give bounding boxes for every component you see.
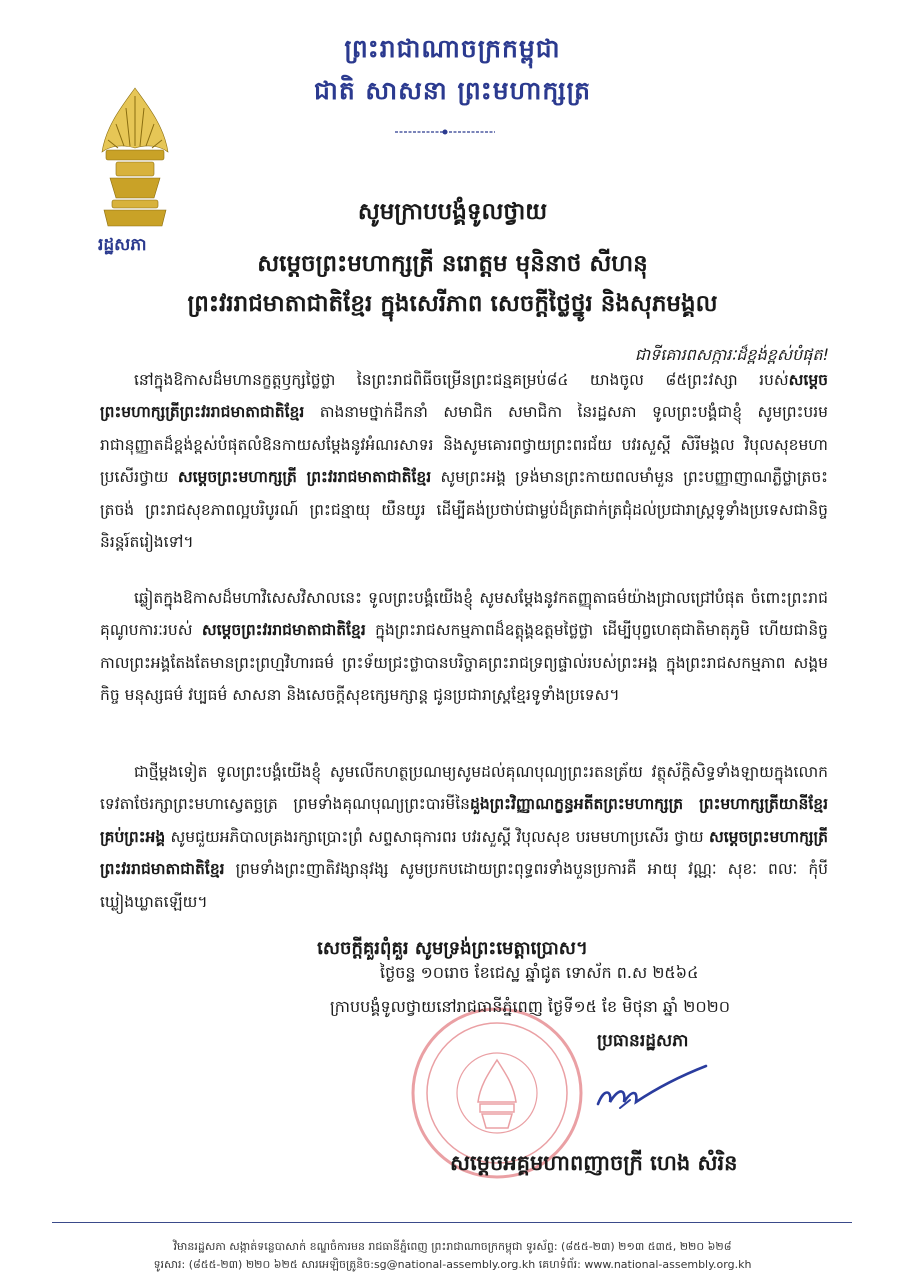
signer-title: ប្រធានរដ្ឋសភា — [597, 1031, 689, 1051]
signer-name: សម្តេចអគ្គមហាពញាចក្រី ហេង សំរិន — [450, 1151, 738, 1175]
kingdom-heading: ព្រះរាជាណាចក្រកម្ពុជា — [344, 34, 561, 63]
paragraph-text: នៅក្នុងឱកាសដ៏មហានក្ខត្តឫក្សថ្លៃថ្លា នៃព្រះរាជពិធីចម្រើនព្រះជន្មគម្រប់៨៤ យាងចូល ៨៥ព្រះវស្សា របស់ — [134, 371, 789, 389]
bold-name: សម្តេចព្រះវររាជមាតាជាតិខ្មែរ — [201, 621, 366, 640]
solar-date: ក្រាបបង្គំទូលថ្វាយនៅរាជធានីភ្នំពេញ ថ្ងៃទី១៥ ខែ មិថុនា ឆ្នាំ ២០២០ — [330, 997, 731, 1016]
paragraph-text: ព្រមទាំងព្រះញាតិវង្សានុវង្ស សូមប្រកបដោយព្រះពុទ្ធពរទាំងបួនប្រការគឺ អាយុ វណ្ណៈ សុខៈ ពលៈ កុំបីឃ្លៀងឃ្លាតឡើយ។ — [100, 860, 828, 911]
divider-ornament — [395, 126, 495, 138]
addressee-line-2: ព្រះវររាជមាតាជាតិខ្មែរ ក្នុងសេរីភាព សេចក្តីថ្លៃថ្នូរ និងសុភមង្គល — [187, 291, 718, 317]
paragraph-text: ជាថ្មីម្តងទៀត ទូលព្រះបង្គំយើងខ្ញុំ សូមលើកហត្ថប្រណម្យសូមដល់គុណបុណ្យព្រះរតនត្រ័យ វត្ថុស័ក្តិសិទ្ធទាំងឡាយក្នុងលោក ទេវតាថែរក្សាព្រះមហាស្វេតច្ឆត្រ ព្រមទាំងគុណបុណ្យព្រះបារមីនៃ — [100, 763, 828, 814]
addressee-line-1: សម្តេចព្រះមហាក្សត្រី នរោត្តម មុនិនាថ សីហនុ — [257, 251, 648, 277]
salutation: សូមក្រាបបង្គំទូលថ្វាយ — [357, 199, 548, 225]
letter-paragraph-1 — [100, 364, 828, 558]
bold-name: សម្តេចព្រះមហាក្សត្រី ព្រះវររាជមាតាជាតិខ្មែរ — [100, 827, 828, 879]
handwritten-signature-icon — [590, 1060, 710, 1118]
footer-contact: ទូរសារ: (៨៥៥-២៣) ២២០ ៦២៥ សារអេឡិចត្រូនិច:sg@national-assembly.org.kh គេហទំព័រ: www.national-assembly.org.kh — [153, 1258, 752, 1271]
paragraph-text: សូមជួយអភិបាលគ្រងរក្សាប្រោះព្រំ សព្ទសាធុការពរ បវរសួស្តី វិបុលសុខ បរមមហាប្រសើរ ថ្វាយ — [165, 827, 709, 846]
paragraph-text: ឆ្លៀតក្នុងឱកាសដ៏មហាវិសេសវិសាលនេះ ទូលព្រះបង្គំយើងខ្ញុំ សូមសម្តែងនូវកតញ្ញុតាធម៌យ៉ាងជ្រាលជ្រៅបំផុត ចំពោះព្រះរាជគុណូបការៈរបស់ — [100, 589, 828, 640]
bold-name: ដួងព្រះវិញ្ញាណក្ខន្ធអតីតព្រះមហាក្សត្រ ព្រះមហាក្សត្រីយានីខ្មែរគ្រប់ព្រះអង្គ — [100, 795, 828, 846]
lunar-date: ថ្ងៃចន្ទ ១០រោច ខែជេស្ឋ ឆ្នាំជូត ទោស័ក ព.ស ២៥៦៤ — [380, 963, 699, 982]
bold-name: សម្តេចព្រះមហាក្សត្រីព្រះវររាជមាតាជាតិខ្មែរ — [100, 371, 828, 422]
footer-divider — [52, 1222, 852, 1223]
bold-name: សម្តេចព្រះមហាក្សត្រី ព្រះវររាជមាតាជាតិខ្មែរ — [177, 468, 432, 487]
motto-heading: ជាតិ សាសនា ព្រះមហាក្សត្រ — [314, 76, 591, 105]
organization-name: រដ្ឋសភា — [98, 235, 147, 255]
paragraph-text: សូមព្រះអង្គ ទ្រង់មានព្រះកាយពលមាំមួន ព្រះបញ្ញាញាណភ្លឺថ្លាត្រចះត្រចង់ ព្រះរាជសុខភាពល្អបរិបូរណ៍ ព្រះជន្មាយុ យឺនយូរ ដើម្បីគង់ប្រថាប់ជាម្លប់ដ៏ត្រជាក់ត្រជុំដល់ប្រជារាស្ត្រទូទាំងប្រទេសជានិច្ចនិរន្តរ៍តរៀងទៅ។ — [100, 468, 828, 552]
letter-paragraph-2 — [100, 582, 828, 712]
closing-line: សេចក្តីគួរពុំគួរ សូមទ្រង់ព្រះមេត្តាប្រោស។ — [317, 938, 588, 959]
paragraph-text: តាងនាមថ្នាក់ដឹកនាំ សមាជិក សមាជិកា នៃរដ្ឋសភា ទូលព្រះបង្គំជាខ្ញុំ សូមព្រះបរមរាជានុញ្ញាតដ៏ខ្ពង់ខ្ពស់បំផុតលំឱនកាយសម្តែងនូវអំណរសាទរ និងសូមគោរពថ្វាយព្រះពរជ័យ បវរសួស្តី សិរីមង្គល វិបុលសុខមហាប្រសើរថ្វាយ — [100, 403, 828, 487]
paragraph-text: ក្នុងព្រះរាជសកម្មភាពដ៏ឧត្តុង្គឧត្តមថ្លៃថ្លា ដើម្បីបុព្វហេតុជាតិមាតុភូមិ ហើយជានិច្ចកាលព្រះអង្គតែងតែមានព្រះព្រហ្មវិហារធម៌ ព្រះទ័យជ្រះថ្លាបានបរិច្ចាគព្រះរាជទ្រព្យផ្ទាល់របស់ព្រះអង្គ ក្នុងព្រះរាជសកម្មភាព សង្គមកិច្ច មនុស្សធម៌ វប្បធម៌ សាសនា និងសេចក្តីសុខក្សេមក្សាន្ត ជូនប្រជារាស្ត្រខ្មែរទូទាំងប្រទេស។ — [100, 621, 828, 705]
footer-address: វិមានរដ្ឋសភា សង្កាត់ទន្លេបាសាក់ ខណ្ឌចំការមន រាជធានីភ្នំពេញ ព្រះរាជាណាចក្រកម្ពុជា ទូរស័ព្ទ: (៨៥៥-២៣) ២១៣ ៥៣៥, ២២០ ៦២៨ — [173, 1240, 732, 1253]
letter-paragraph-3 — [100, 756, 828, 918]
devotion-line: ជាទីគោរពសក្ការៈដ៏ខ្ពង់ខ្ពស់បំផុត! — [634, 345, 829, 364]
